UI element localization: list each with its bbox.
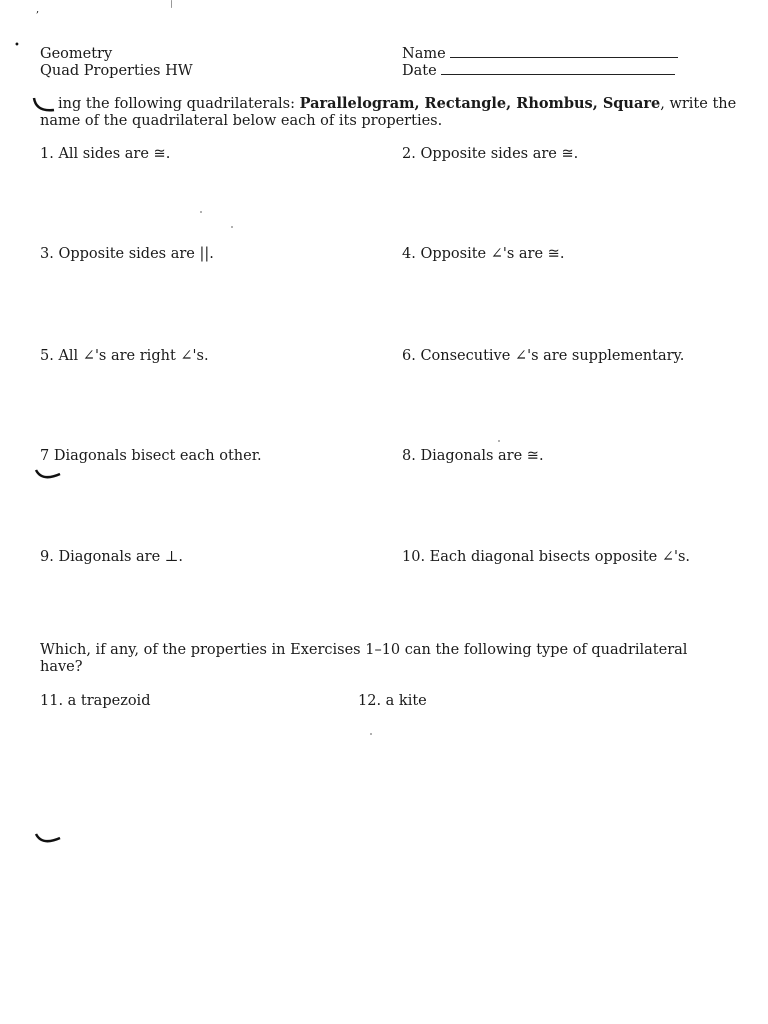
scan-dot	[200, 211, 202, 213]
scan-dot	[370, 733, 372, 735]
property-1: 1. All sides are ≅.	[40, 146, 171, 162]
question-line-2: have?	[40, 659, 83, 675]
instructions-text: , write the	[660, 96, 737, 112]
term-rhombus: Rhombus,	[516, 95, 603, 112]
instructions-line-2: name of the quadrilateral below each of its properties.	[40, 113, 443, 129]
scan-dot	[231, 226, 233, 228]
binder-hole-mark	[34, 830, 62, 848]
property-10: 10. Each diagonal bisects opposite ∠'s.	[402, 549, 691, 565]
exercise-11: 11. a trapezoid	[40, 693, 151, 709]
property-2: 2. Opposite sides are ≅.	[402, 146, 579, 162]
question-line-1: Which, if any, of the properties in Exercises 1–10 can the following type of quadrilateral	[40, 642, 688, 658]
name-label: Name	[402, 46, 446, 62]
scan-mark: •	[14, 40, 20, 51]
date-label: Date	[402, 63, 437, 79]
property-6: 6. Consecutive ∠'s are supplementary.	[402, 348, 685, 364]
property-4: 4. Opposite ∠'s are ≅.	[402, 246, 565, 262]
exercise-12: 12. a kite	[358, 693, 427, 709]
date-field[interactable]	[402, 63, 675, 79]
date-blank-line[interactable]	[441, 73, 675, 75]
binder-hole-mark	[34, 466, 62, 484]
scan-dot	[171, 0, 172, 8]
instructions-line-1	[58, 95, 736, 112]
term-parallelogram: Parallelogram,	[299, 95, 425, 112]
property-3: 3. Opposite sides are ||.	[40, 246, 214, 262]
name-blank-line[interactable]	[450, 56, 678, 58]
term-rectangle: Rectangle,	[424, 95, 517, 112]
assignment-title: Quad Properties HW	[40, 63, 193, 79]
property-7: 7 Diagonals bisect each other.	[40, 448, 262, 464]
scan-mark: ,	[36, 4, 40, 15]
course-title: Geometry	[40, 46, 113, 62]
name-field[interactable]	[402, 46, 678, 62]
scan-dot	[498, 440, 500, 442]
property-9: 9. Diagonals are ⊥.	[40, 549, 184, 565]
instructions-text: ing the following quadrilaterals:	[58, 96, 300, 112]
property-5: 5. All ∠'s are right ∠'s.	[40, 348, 209, 364]
term-square: Square	[602, 95, 661, 112]
property-8: 8. Diagonals are ≅.	[402, 448, 544, 464]
